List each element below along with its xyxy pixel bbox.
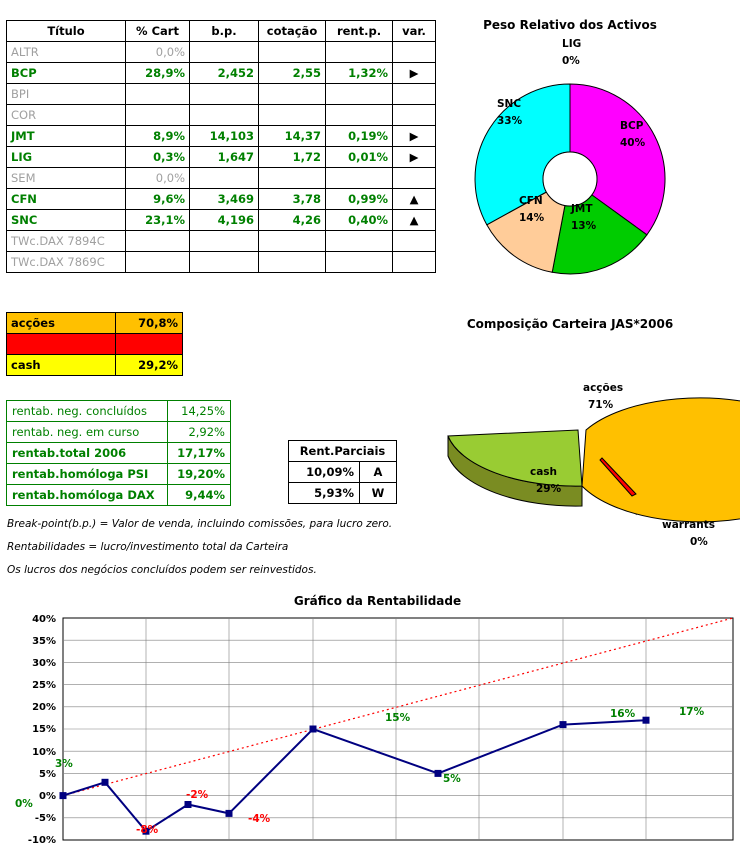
- cell-rentp: [326, 168, 393, 189]
- cell-cart: 8,9%: [126, 126, 190, 147]
- point-label-3: -2%: [186, 789, 209, 801]
- cell-titulo: LIG: [7, 147, 126, 168]
- label-lig: LIG: [562, 38, 582, 50]
- cell-titulo: TWc.DAX 7869C: [7, 252, 126, 273]
- parciais-row: [289, 483, 397, 504]
- cell-titulo: SNC: [7, 210, 126, 231]
- cell-titulo: BCP: [7, 63, 126, 84]
- value-bcp: 40%: [620, 137, 646, 149]
- col-bp: b.p.: [190, 21, 259, 42]
- cell-cotacao: [259, 84, 326, 105]
- table-row[interactable]: [7, 63, 436, 84]
- parciais-value: 10,09%: [289, 462, 360, 483]
- cell-titulo: SEM: [7, 168, 126, 189]
- cell-titulo: CFN: [7, 189, 126, 210]
- cell-var: ▲: [393, 189, 436, 210]
- point-label-5: 15%: [385, 712, 411, 724]
- cell-rentp: [326, 42, 393, 63]
- ytick-40: 40%: [32, 614, 56, 625]
- rentabilidade-table: [6, 400, 231, 506]
- cell-rentp: [326, 84, 393, 105]
- cell-var: ▶: [393, 147, 436, 168]
- cell-cotacao: 2,55: [259, 63, 326, 84]
- point-label-2: -8%: [136, 824, 159, 836]
- ytick-10: 10%: [32, 747, 56, 758]
- note-rentabilidades: Rentabilidades = lucro/investimento total da Carteira: [7, 541, 289, 553]
- weights-row: [7, 334, 183, 355]
- parciais-value: 5,93%: [289, 483, 360, 504]
- holdings-table: [6, 20, 436, 273]
- value-snc: 33%: [497, 115, 523, 127]
- cell-cotacao: [259, 105, 326, 126]
- ytick-5: 5%: [39, 769, 56, 780]
- cell-cart: 0,3%: [126, 147, 190, 168]
- rentab-row: [7, 401, 231, 422]
- point-label-4: -4%: [248, 813, 271, 825]
- table-row[interactable]: [7, 189, 436, 210]
- cell-rentp: 0,19%: [326, 126, 393, 147]
- rentab-label: rentab. neg. concluídos: [7, 401, 168, 422]
- cell-titulo: COR: [7, 105, 126, 126]
- cell-cotacao: [259, 42, 326, 63]
- cell-rentp: [326, 252, 393, 273]
- parciais-key: W: [360, 483, 397, 504]
- col-titulo: Título: [7, 21, 126, 42]
- table-row[interactable]: [7, 84, 436, 105]
- cell-var: ▶: [393, 126, 436, 147]
- ytick-neg10: -10%: [27, 835, 56, 846]
- rentab-row: [7, 422, 231, 443]
- ytick-20: 20%: [32, 702, 56, 713]
- peso-relativo-chart: [430, 34, 730, 287]
- cell-cart: 23,1%: [126, 210, 190, 231]
- weights-value: 0,0%: [116, 334, 183, 355]
- weights-value: 70,8%: [116, 313, 183, 334]
- parciais-row: [289, 462, 397, 483]
- weights-row: [7, 313, 183, 334]
- ytick-35: 35%: [32, 636, 56, 647]
- col-rentp: rent.p.: [326, 21, 393, 42]
- point-label-7: 16%: [610, 708, 636, 720]
- cell-cart: 0,0%: [126, 168, 190, 189]
- slice-accoes: [582, 398, 740, 522]
- label-snc: SNC: [497, 98, 522, 110]
- table-header-row: [7, 21, 436, 42]
- table-row[interactable]: [7, 231, 436, 252]
- cell-bp: 1,647: [190, 147, 259, 168]
- grafico-rentabilidade-chart: [8, 610, 748, 853]
- weights-label: warrants: [7, 334, 116, 355]
- table-row[interactable]: [7, 147, 436, 168]
- point-label-0: 0%: [15, 798, 33, 810]
- ytick-0: 0%: [39, 791, 56, 802]
- cell-cotacao: 4,26: [259, 210, 326, 231]
- col-cotacao: cotação: [259, 21, 326, 42]
- parciais-header-row: [289, 441, 397, 462]
- asset-weights-table-container: [6, 312, 183, 376]
- table-row[interactable]: [7, 252, 436, 273]
- cell-bp: [190, 42, 259, 63]
- weights-row: [7, 355, 183, 376]
- weights-value: 29,2%: [116, 355, 183, 376]
- label-warrants: warrants: [662, 519, 715, 531]
- cell-bp: 2,452: [190, 63, 259, 84]
- col-cart: % Cart: [126, 21, 190, 42]
- cell-rentp: 0,40%: [326, 210, 393, 231]
- cell-var: ▶: [393, 63, 436, 84]
- cell-var: ▲: [393, 210, 436, 231]
- composicao-carteira-title: Composição Carteira JAS*2006: [466, 317, 674, 331]
- rentab-value: 2,92%: [168, 422, 231, 443]
- cell-cart: [126, 231, 190, 252]
- cell-cotacao: [259, 231, 326, 252]
- rentab-label: rentab.homóloga DAX: [7, 485, 168, 506]
- cell-titulo: TWc.DAX 7894C: [7, 231, 126, 252]
- cell-bp: [190, 84, 259, 105]
- table-row[interactable]: [7, 168, 436, 189]
- label-jmt: JMT: [571, 203, 593, 215]
- rentab-row: [7, 485, 231, 506]
- cell-cotacao: 14,37: [259, 126, 326, 147]
- table-row[interactable]: [7, 210, 436, 231]
- note-lucros: Os lucros dos negócios concluídos podem ser reinvestidos.: [7, 564, 317, 576]
- donut-hole: [543, 152, 597, 206]
- ytick-30: 30%: [32, 658, 56, 669]
- label-accoes: acções: [583, 382, 624, 394]
- cell-cotacao: 1,72: [259, 147, 326, 168]
- rentab-label: rentab.homóloga PSI: [7, 464, 168, 485]
- rentab-row: [7, 464, 231, 485]
- cell-bp: [190, 168, 259, 189]
- cell-bp: [190, 231, 259, 252]
- cell-titulo: ALTR: [7, 42, 126, 63]
- cell-cart: [126, 105, 190, 126]
- rentab-row: [7, 443, 231, 464]
- composicao-carteira-chart: [430, 338, 740, 541]
- grafico-rentabilidade-title: Gráfico da Rentabilidade: [293, 594, 462, 608]
- label-cfn: CFN: [519, 195, 543, 207]
- holdings-table-container: [6, 20, 436, 273]
- weights-label: acções: [7, 313, 116, 334]
- cell-cart: [126, 252, 190, 273]
- rentab-label: rentab.total 2006: [7, 443, 168, 464]
- table-row[interactable]: [7, 42, 436, 63]
- cell-cart: [126, 84, 190, 105]
- rentabilidade-table-container: [6, 400, 231, 506]
- cell-rentp: [326, 231, 393, 252]
- table-row[interactable]: [7, 126, 436, 147]
- cell-bp: [190, 105, 259, 126]
- cell-cotacao: [259, 252, 326, 273]
- ytick-15: 15%: [32, 724, 56, 735]
- point-label-8: 17%: [679, 706, 705, 718]
- cell-titulo: JMT: [7, 126, 126, 147]
- cell-cotacao: 3,78: [259, 189, 326, 210]
- cell-bp: 4,196: [190, 210, 259, 231]
- rentab-value: 14,25%: [168, 401, 231, 422]
- note-break-point: Break-point(b.p.) = Valor de venda, incluindo comissões, para lucro zero.: [7, 518, 393, 530]
- cell-rentp: 0,01%: [326, 147, 393, 168]
- cell-bp: 3,469: [190, 189, 259, 210]
- point-label-6: 5%: [443, 773, 461, 785]
- value-accoes: 71%: [588, 399, 614, 411]
- rentab-value: 9,44%: [168, 485, 231, 506]
- rentab-value: 19,20%: [168, 464, 231, 485]
- cell-rentp: [326, 105, 393, 126]
- parciais-title: Rent.Parciais: [289, 441, 397, 462]
- asset-weights-table: [6, 312, 183, 376]
- rentab-label: rentab. neg. em curso: [7, 422, 168, 443]
- cell-rentp: 0,99%: [326, 189, 393, 210]
- ytick-neg5: -5%: [34, 813, 56, 824]
- value-lig: 0%: [562, 55, 580, 67]
- value-warrants: 0%: [690, 536, 708, 548]
- peso-relativo-title: Peso Relativo dos Activos: [483, 18, 657, 32]
- col-var: var.: [393, 21, 436, 42]
- rentab-value: 17,17%: [168, 443, 231, 464]
- ytick-25: 25%: [32, 680, 56, 691]
- label-bcp: BCP: [620, 120, 644, 132]
- cell-titulo: BPI: [7, 84, 126, 105]
- cell-cart: 0,0%: [126, 42, 190, 63]
- value-cash: 29%: [536, 483, 562, 495]
- cell-rentp: 1,32%: [326, 63, 393, 84]
- value-jmt: 13%: [571, 220, 597, 232]
- table-row[interactable]: [7, 105, 436, 126]
- cell-bp: [190, 252, 259, 273]
- rent-parciais-table: [288, 440, 397, 504]
- value-cfn: 14%: [519, 212, 545, 224]
- rent-parciais-container: [288, 440, 397, 504]
- cell-cart: 28,9%: [126, 63, 190, 84]
- point-label-1: 3%: [55, 758, 73, 770]
- cell-cotacao: [259, 168, 326, 189]
- cell-bp: 14,103: [190, 126, 259, 147]
- label-cash: cash: [530, 466, 558, 478]
- cell-cart: 9,6%: [126, 189, 190, 210]
- weights-label: cash: [7, 355, 116, 376]
- parciais-key: A: [360, 462, 397, 483]
